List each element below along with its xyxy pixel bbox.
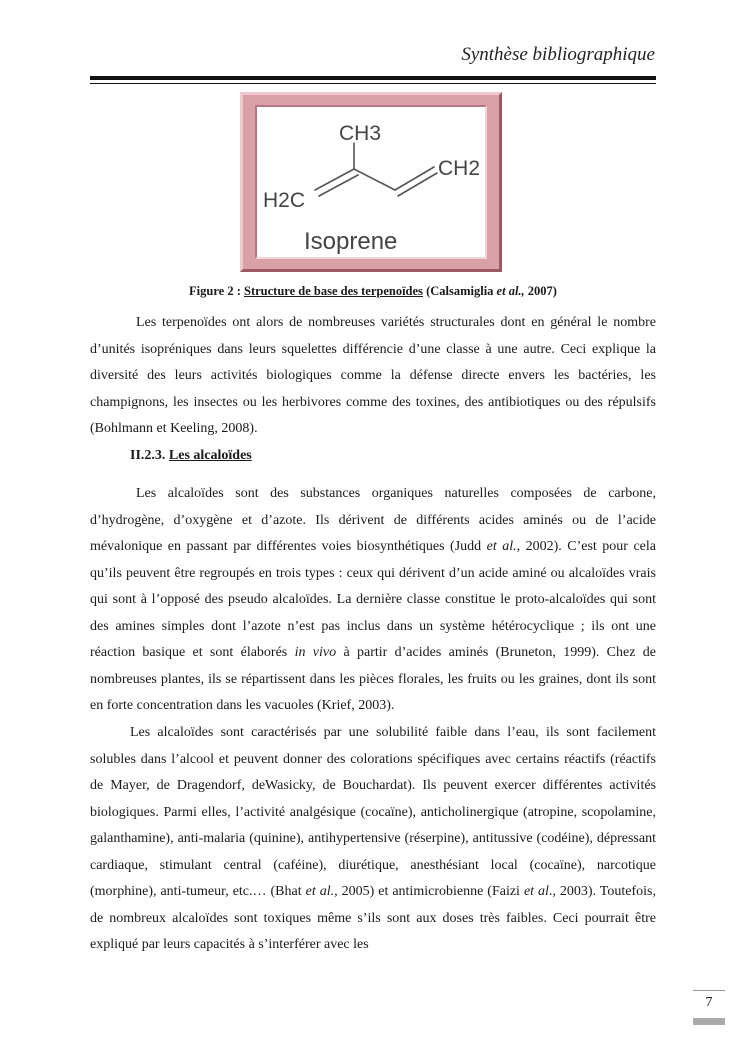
page-number-bar [693, 1018, 725, 1025]
caption-prefix: Figure 2 : [189, 284, 244, 298]
page-number: 7 [693, 990, 725, 1011]
h2c-label: H2C [263, 189, 306, 212]
paragraph-alcaloides-properties: Les alcaloïdes sont caractérisés par une solubilité faible dans l’eau, ils sont facilement solubles dans l’alcool et peuvent donner des colorations spécifiques avec certains réactifs (réactifs de Mayer, de Dragendorf, deWasicky, de Bouchardat). Ils peuvent exercer différentes activités biologiques. Parmi elles, l’activité analgésique (cocaïne), anticholinergique (atropine, scopolamine, galanthamine), anti-malaria (quinine), antihypertensive (réserpine), antitussive (codéine), dépressant cardiaque, stimulant central (caféine), diurétique, anesthésiant local (cocaïne), narcotique (morphine), anti-tumeur, etc.… (Bhat et al., 2005) et antimicrobienne (Faizi et al., 2003). Toutefois, de nombreux alcaloïdes sont toxiques même s’ils sont aux doses très faibles. Ceci pourrait être expliqué par leurs capacités à s’interférer avec les [90, 725, 656, 952]
isoprene-figure-panel [255, 105, 487, 259]
ch2-label: CH2 [438, 157, 481, 180]
section-number: II.2.3. [130, 448, 169, 463]
isoprene-figure [240, 92, 502, 272]
paragraph-terpenoides: Les terpenoïdes ont alors de nombreuses variétés structurales dont en général le nombre d’unités isopréniques dans leurs squelettes différencie d’une classe à une autre. Ceci explique la diversité des leurs activités biologiques comme la défense directe envers les bactéries, les champignons, les insectes ou les herbivores comme des toxines, des antibiotiques ou des répulsifs (Bohlmann et Keeling, 2008). [90, 315, 656, 436]
caption-citation-close: 2007) [524, 284, 557, 298]
section-title: Les alcaloïdes [168, 448, 252, 463]
ch3-label: CH3 [339, 122, 382, 145]
paragraph-alcaloides-intro: Les alcaloïdes sont des substances organiques naturelles composées de carbone, d’hydrogène, d’oxygène et d’azote. Ils dérivent de différents acides aminés ou de l’acide mévalonique en passant par différentes voies biosynthétiques (Judd et al., 2002). C’est pour cela qu’ils peuvent être regroupés en trois types : ceux qui dérivent d’un acide aminé ou alcaloïdes vrais qui sont à l’opposé des pseudo alcaloïdes. La dernière classe constitue le proto-alcaloïdes qui sont des amines simples dont l’azote n’est pas inclus dans un système hétérocyclique ; ils ont une réaction basique et sont élaborés in vivo à partir d’acides aminés (Bruneton, 1999). Chez de nombreuses plantes, ils se répartissent dans les pièces florales, les fruits ou les graines, dont ils sont en forte concentration dans les vacuoles (Krief, 2003). [90, 486, 656, 713]
running-header: Synthèse bibliographique [461, 44, 655, 65]
caption-citation-open: (Calsamiglia [422, 284, 497, 298]
header-rule-thick [90, 76, 656, 80]
caption-et-al: et al., [496, 284, 525, 298]
isoprene-structure-diagram [257, 107, 487, 259]
caption-title: Structure de base des terpenoïdes [244, 284, 423, 298]
header-rule-thin [90, 83, 656, 84]
figure-caption [90, 284, 656, 299]
isoprene-name-label: Isoprene [304, 228, 398, 255]
section-heading [130, 448, 252, 464]
